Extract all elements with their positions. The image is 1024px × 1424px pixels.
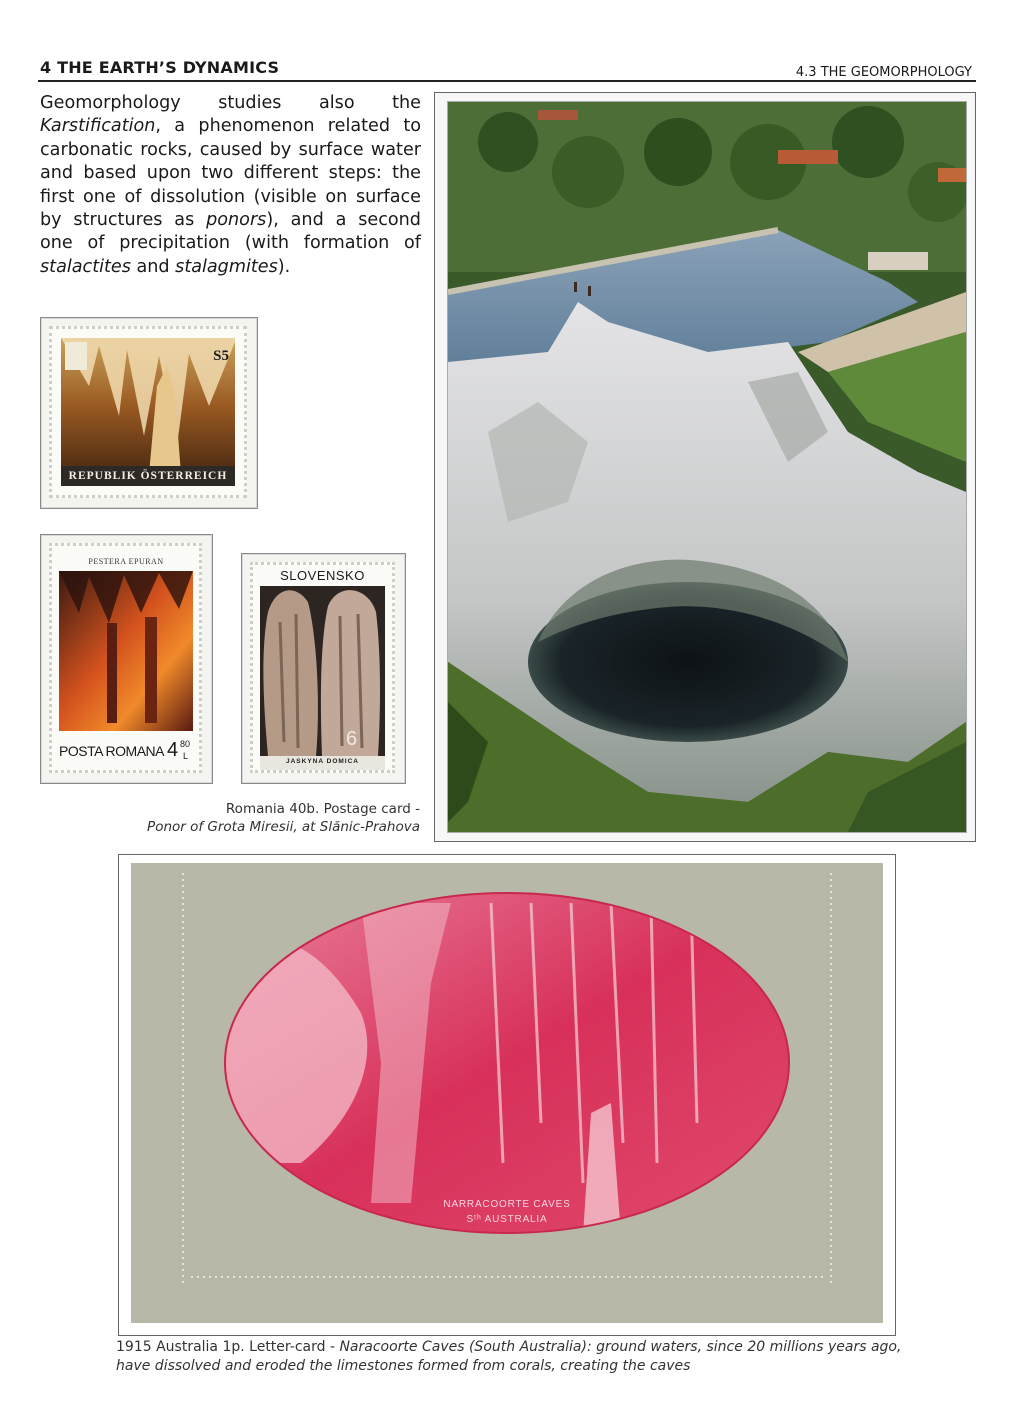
intro-text-4: and — [130, 256, 176, 277]
romania-stamp-country: POSTA ROMANA — [59, 743, 164, 759]
letter-card-caption-italic: Naracoorte Caves (South Australia): ground waters, since 20 millions years ago, have dissolved and eroded the limestones formed from corals, creating the caves — [116, 1339, 902, 1374]
intro-text-1: Geomorphology studies also the — [40, 93, 421, 113]
austria-stamp — [49, 326, 247, 498]
intro-term-ponors: ponors — [206, 210, 267, 231]
intro-term-stalagmites: stalagmites — [175, 256, 278, 277]
postcard-mount — [434, 92, 976, 842]
romania-stamp-value-fraction: 80 — [180, 739, 191, 749]
intro-term-stalactites: stalactites — [40, 256, 131, 277]
intro-text-5: ). — [277, 256, 291, 277]
intro-term-karstification: Karstification — [40, 116, 156, 137]
slovakia-stamp-caption: JASKYNA DOMICA — [286, 758, 359, 765]
letter-card-illustration — [131, 863, 883, 1323]
letter-card-caption — [116, 1338, 906, 1376]
letter-card — [131, 863, 883, 1323]
header-divider — [38, 80, 976, 82]
postcard-caption-line-2: Ponor of Grota Miresii, at Slănic-Prahova — [147, 819, 420, 835]
romania-stamp-mount — [40, 534, 213, 784]
intro-text-3: ), and a second one of precipitation (with formation of — [40, 210, 421, 254]
slovakia-stamp-mount — [241, 553, 406, 784]
austria-stamp-mount — [40, 317, 258, 509]
austria-stamp-country: REPUBLIK ÖSTERREICH — [68, 470, 228, 482]
romania-stamp-currency: L — [183, 751, 189, 761]
intro-text-2: , a phenomenon related to carbonatic rocks, caused by surface water and based upon two different steps: the first one of dissolution (visible on surface by structures as — [40, 116, 421, 231]
postcard-image — [447, 101, 967, 833]
slovakia-stamp — [250, 562, 395, 773]
section-title: 4 THE EARTH’S DYNAMICS — [40, 58, 280, 77]
austria-stamp-value: S5 — [213, 348, 229, 364]
romania-stamp-title: PESTERA EPURAN — [88, 557, 164, 566]
slovakia-stamp-country: SLOVENSKO — [280, 568, 365, 583]
subsection-title: 4.3 THE GEOMORPHOLOGY — [795, 65, 972, 80]
slovakia-stamp-value: 6 — [346, 728, 358, 750]
letter-card-mount — [118, 854, 896, 1336]
postcard-caption-line-1: Romania 40b. Postage card - — [225, 801, 420, 817]
intro-paragraph — [40, 92, 421, 279]
romania-stamp-value: 4 — [167, 739, 179, 761]
letter-card-label — [427, 1197, 587, 1227]
letter-card-caption-plain: 1915 Australia 1p. Letter-card - — [116, 1339, 340, 1355]
romania-stamp — [49, 543, 202, 773]
letter-card-label-line-1: NARRACOORTE CAVES — [443, 1199, 571, 1210]
letter-card-label-line-2: Sᵗʰ AUSTRALIA — [466, 1214, 548, 1225]
postcard-caption — [147, 800, 420, 836]
ponor-landscape-illustration — [448, 102, 966, 832]
slovakia-stamp-image — [250, 562, 395, 773]
